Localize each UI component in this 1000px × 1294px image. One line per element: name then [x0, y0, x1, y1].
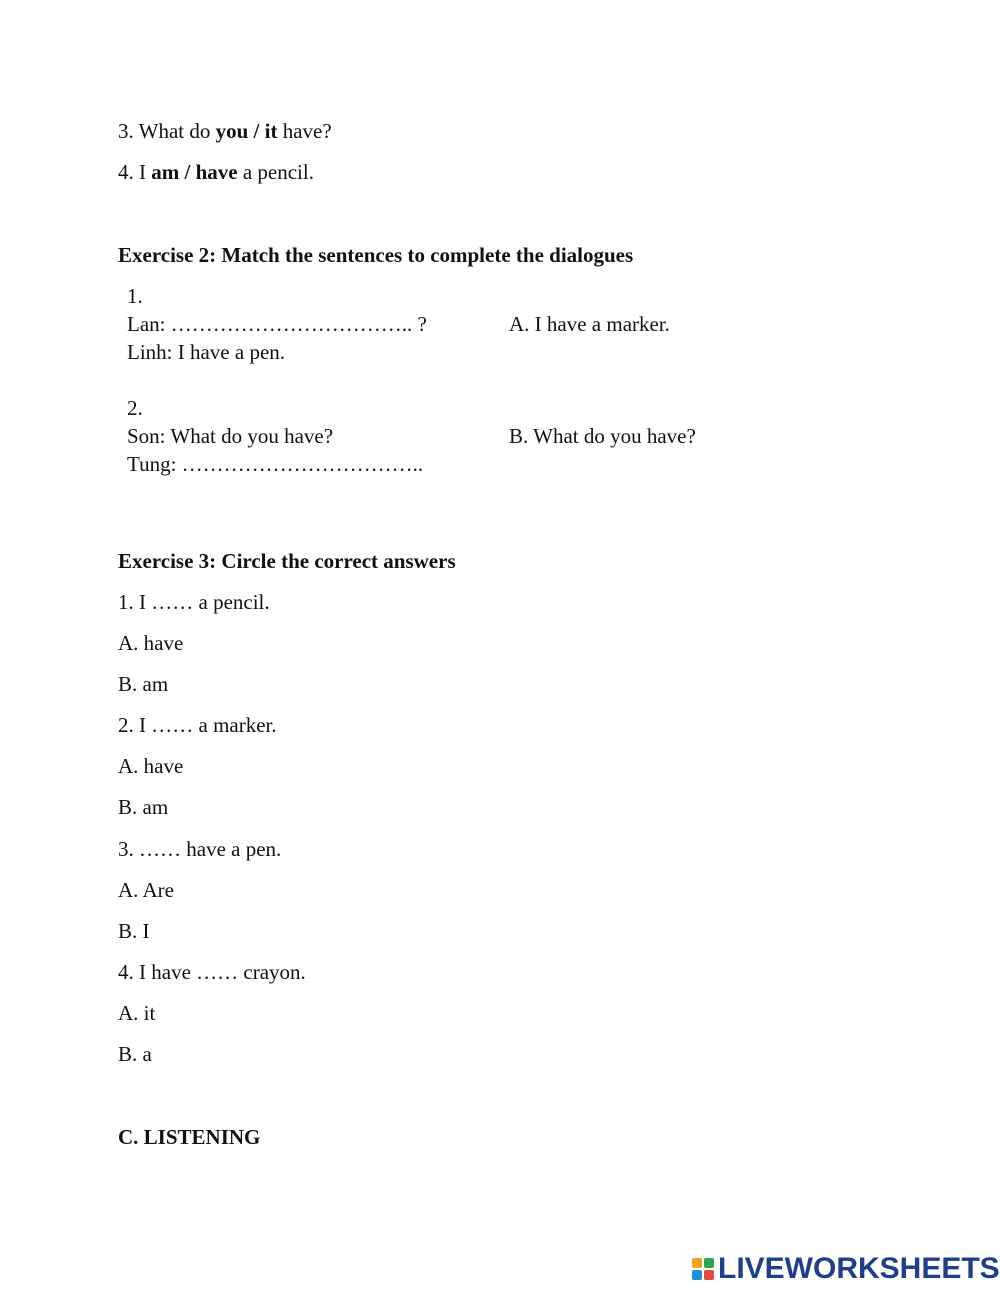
dialogue-1-line-1[interactable]: Lan: …………………………….. ? — [127, 312, 427, 336]
match-option-a[interactable]: A. I have a marker. — [509, 312, 670, 336]
ex1-item-4: 4. I am / have a pencil. — [118, 160, 314, 184]
question-1: 1. I …… a pencil. — [118, 590, 270, 614]
exercise-3-title: Exercise 3: Circle the correct answers — [118, 549, 456, 573]
section-c-heading: C. LISTENING — [118, 1125, 261, 1149]
answer-option[interactable]: B. I — [118, 919, 150, 943]
match-option-b[interactable]: B. What do you have? — [509, 424, 696, 448]
logo-mark-icon — [692, 1258, 714, 1280]
answer-option[interactable]: B. am — [118, 795, 169, 819]
question-4: 4. I have …… crayon. — [118, 960, 306, 984]
answer-option[interactable]: A. Are — [118, 878, 174, 902]
ex1-item-3: 3. What do you / it have? — [118, 119, 332, 143]
liveworksheets-logo — [692, 1253, 1000, 1285]
dialogue-1-line-2: Linh: I have a pen. — [127, 340, 286, 364]
dialogue-2-line-2[interactable]: Tung: …………………………….. — [127, 452, 424, 476]
dialogue-2-line-1: Son: What do you have? — [127, 424, 334, 448]
answer-option[interactable]: A. have — [118, 631, 184, 655]
choice-text[interactable]: am / have — [151, 160, 238, 184]
question-3: 3. …… have a pen. — [118, 837, 282, 861]
question-2: 2. I …… a marker. — [118, 713, 277, 737]
choice-text[interactable]: you / it — [215, 119, 278, 143]
answer-option[interactable]: A. it — [118, 1001, 156, 1025]
answer-option[interactable]: B. a — [118, 1042, 152, 1066]
dialogue-2-number: 2. — [127, 396, 143, 420]
dialogue-1-number: 1. — [127, 284, 143, 308]
answer-option[interactable]: A. have — [118, 754, 184, 778]
logo-text: LIVEWORKSHEETS — [718, 1252, 1000, 1285]
exercise-2-title: Exercise 2: Match the sentences to complete the dialogues — [118, 243, 634, 267]
answer-option[interactable]: B. am — [118, 672, 169, 696]
